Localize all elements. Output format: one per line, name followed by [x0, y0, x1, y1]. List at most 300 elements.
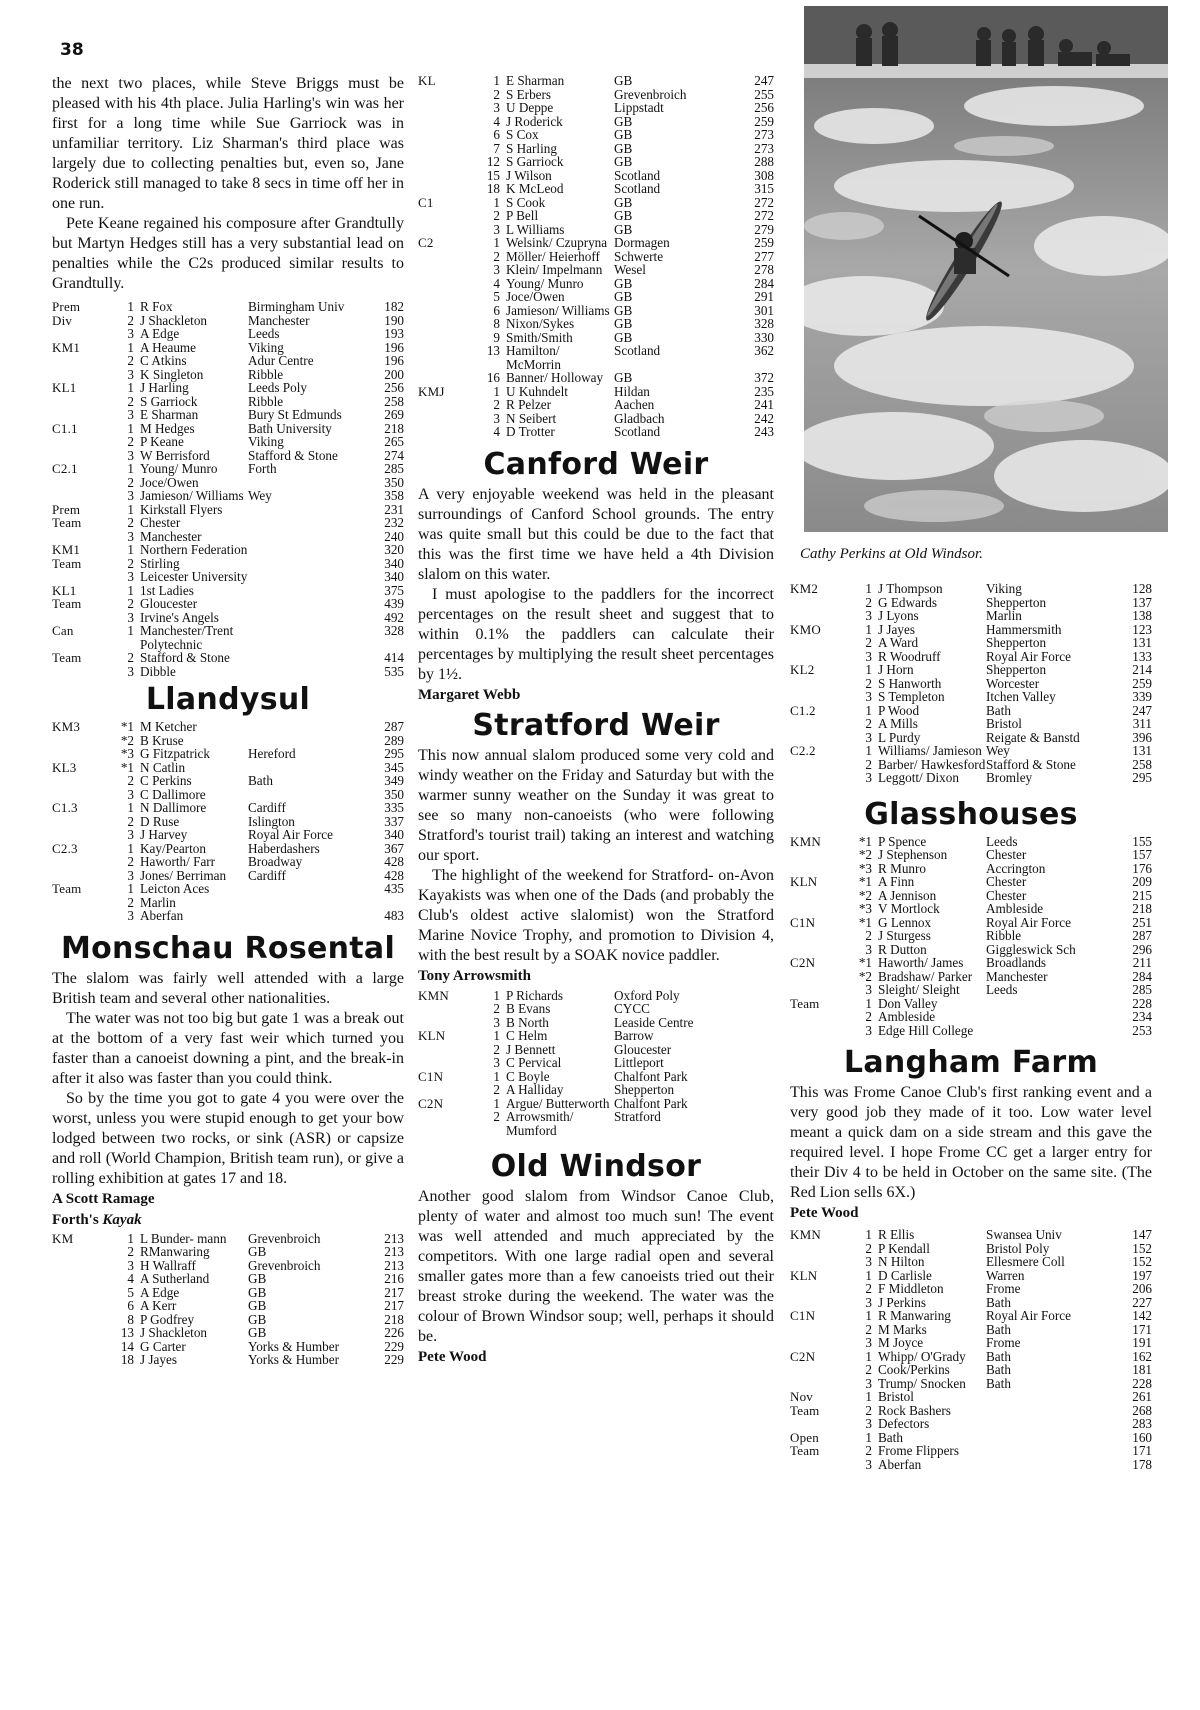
result-club: GB: [248, 1311, 267, 1327]
result-cat: [418, 182, 476, 196]
result-cat: C2N: [418, 1095, 444, 1111]
result-name: D Carlisle: [878, 1267, 932, 1283]
result-row: [790, 1269, 1152, 1283]
result-row: [52, 855, 404, 869]
result-score: 214: [1132, 662, 1152, 677]
result-cat: C2.2: [790, 743, 816, 758]
result-score: 414: [384, 650, 404, 665]
result-row: [790, 970, 1152, 984]
result-pos: 2: [493, 397, 500, 412]
result-cat: [418, 331, 476, 345]
result-score: 251: [1132, 914, 1152, 930]
result-pos: 3: [127, 447, 134, 463]
result-score: 339: [1132, 689, 1152, 704]
result-name: A Edge: [140, 1284, 180, 1300]
result-score: 247: [1132, 702, 1152, 718]
result-cat: KLN: [790, 1267, 818, 1283]
result-name: Frome Flippers: [878, 1443, 959, 1458]
result-cat: KL1: [52, 582, 77, 598]
result-score: 340: [384, 569, 404, 584]
result-cat: [790, 690, 848, 704]
result-cat: Nov: [790, 1389, 813, 1404]
result-name: Northern Federation: [140, 542, 248, 557]
result-club: Chester: [986, 887, 1027, 903]
result-row: [790, 690, 1152, 704]
result-score: 218: [384, 1311, 404, 1327]
result-club: Chalfont Park: [614, 1068, 688, 1084]
result-club: Gloucester: [614, 1041, 672, 1057]
result-row: [418, 1110, 774, 1137]
result-pos: 3: [865, 1335, 872, 1350]
result-club: Cardiff: [248, 867, 286, 883]
result-score: 241: [754, 397, 774, 412]
result-name: N Seibert: [506, 410, 557, 426]
result-score: 138: [1132, 608, 1152, 623]
result-name: P Richards: [506, 987, 564, 1003]
result-club: [248, 516, 364, 530]
result-cat: [790, 848, 848, 862]
result-cat: C2: [418, 235, 434, 250]
result-club: Stafford & Stone: [986, 756, 1076, 772]
result-cat: Team: [52, 596, 82, 611]
result-score: 197: [1132, 1267, 1152, 1283]
result-pos: 3: [865, 648, 872, 664]
result-club: Leeds Poly: [248, 380, 307, 395]
result-row: [52, 1313, 404, 1327]
result-row: [52, 909, 404, 923]
result-club: Grevenbroich: [614, 86, 687, 102]
result-row: [52, 489, 404, 503]
result-club: Leeds: [986, 982, 1018, 997]
result-pos: 5: [127, 1284, 134, 1300]
result-club: Reigate & Banstd: [986, 729, 1080, 745]
result-pos: 18: [486, 181, 500, 196]
result-row: [52, 557, 404, 571]
result-club: Viking: [248, 339, 284, 355]
result-club: GB: [614, 154, 633, 169]
result-score: 337: [384, 813, 404, 829]
result-score: [364, 896, 404, 910]
result-score: 240: [384, 528, 404, 544]
result-pos: 2: [127, 596, 134, 611]
result-cat: [52, 1286, 110, 1300]
result-club: Bath: [986, 1294, 1011, 1310]
result-row: [790, 1431, 1152, 1445]
result-score: 291: [754, 289, 774, 304]
result-cat: [790, 943, 848, 957]
result-score: 217: [384, 1298, 404, 1313]
result-row: [418, 344, 774, 371]
result-pos: 1: [127, 1230, 134, 1246]
result-pos: 1: [865, 1348, 872, 1364]
result-score: 268: [1132, 1402, 1152, 1418]
result-pos: 3: [493, 1055, 500, 1070]
result-club: GB: [614, 221, 633, 237]
result-score: [734, 989, 774, 1003]
result-row: [790, 1228, 1152, 1242]
result-score: [734, 1070, 774, 1084]
result-score: 152: [1132, 1254, 1152, 1269]
result-club: Bristol Poly: [986, 1240, 1050, 1256]
result-pos: 2: [493, 208, 500, 223]
source-prefix: Forth's: [52, 1211, 99, 1228]
result-score: 345: [384, 759, 404, 775]
result-name: S Hanworth: [878, 675, 942, 691]
llandysul-results-table: [52, 720, 404, 923]
article-paragraph: So by the time you got to gate 4 you were over the worst, unless you were stupid enough to get your bow lodged between two rocks, or sink (ASR) or capsize and roll (World Champion, British team run), or give a rolling exhibition at gates 17 and 18.: [52, 1089, 404, 1187]
result-score: 228: [1132, 995, 1152, 1011]
result-name: C Perkins: [140, 773, 192, 788]
result-score: [734, 1097, 774, 1111]
intro-paragraph: Pete Keane regained his composure after Grandtully but Martyn Hedges still has a very substantial lead on penalties while the C2s produced similar results to Grandtully.: [52, 215, 404, 292]
result-score: 367: [384, 840, 404, 856]
result-row: [790, 596, 1152, 610]
result-pos: 16: [486, 370, 500, 385]
result-name: N Hilton: [878, 1254, 925, 1269]
result-pos: 3: [127, 407, 134, 422]
result-cat: [418, 263, 476, 277]
result-row: [418, 155, 774, 169]
result-club: CYCC: [614, 1001, 650, 1016]
result-club: Schwerte: [614, 248, 664, 264]
result-cat: [418, 277, 476, 291]
result-row: [52, 449, 404, 463]
result-row: [418, 101, 774, 115]
result-pos: 2: [127, 312, 134, 328]
result-cat: C2.3: [52, 840, 78, 856]
result-club: [248, 882, 364, 896]
result-club: Ambleside: [986, 901, 1044, 916]
result-pos: 3: [127, 908, 134, 923]
result-cat: [790, 970, 848, 984]
result-score: 232: [384, 515, 404, 530]
result-pos: 1: [865, 581, 872, 596]
result-name: J Jayes: [140, 1352, 177, 1367]
result-pos: 3: [127, 867, 134, 883]
result-pos: 2: [865, 1402, 872, 1418]
result-name: Hamilton/ McMorrin: [506, 343, 561, 372]
result-name: P Kendall: [878, 1240, 930, 1256]
result-club: Giggleswick Sch: [986, 941, 1076, 957]
result-cat: [418, 209, 476, 223]
result-row: [418, 277, 774, 291]
result-score: 155: [1132, 833, 1152, 849]
result-row: [790, 771, 1152, 785]
result-pos: 1: [493, 194, 500, 210]
result-pos: 2: [127, 650, 134, 665]
result-pos: 3: [493, 221, 500, 237]
result-cat: [52, 828, 110, 842]
result-cat: [790, 1363, 848, 1377]
result-score: 190: [384, 312, 404, 328]
result-pos: 1: [865, 1389, 872, 1404]
column-1: [52, 74, 404, 1367]
result-row: [52, 516, 404, 530]
result-row: [418, 223, 774, 237]
result-club: Scotland: [614, 167, 661, 183]
result-row: [52, 1259, 404, 1273]
result-club: Bath: [986, 702, 1011, 718]
result-row: [790, 1296, 1152, 1310]
result-name: J Bennett: [506, 1041, 556, 1057]
result-name: Leggott/ Dixon: [878, 770, 959, 785]
result-score: [734, 1029, 774, 1043]
result-row: [790, 1255, 1152, 1269]
result-pos: 1: [865, 662, 872, 677]
result-pos: 2: [127, 474, 134, 490]
result-cat: [790, 717, 848, 731]
result-club: Accrington: [986, 860, 1046, 876]
result-pos: *3: [858, 901, 872, 916]
article-paragraph: This now annual slalom produced some very cold and windy weather on the Friday and Saturday but with the warmer sunny weather on the Sunday it was great to see so many non-canoeists (who were following Stratford's tourist trail) taking an interest and watching our sport.: [418, 746, 774, 864]
result-name: Irvine's Angels: [140, 609, 219, 625]
result-club: Haberdashers: [248, 840, 320, 856]
result-score: 396: [1132, 729, 1152, 745]
result-club: Adur Centre: [248, 353, 314, 368]
result-score: 428: [384, 867, 404, 883]
result-name: M Hedges: [140, 420, 195, 436]
result-club: [986, 1444, 1112, 1458]
result-club: GB: [614, 194, 633, 210]
result-cat: [52, 909, 110, 923]
result-cat: [790, 983, 848, 997]
result-club: Shepperton: [986, 662, 1047, 677]
result-cat: [52, 747, 110, 761]
result-row: [52, 815, 404, 829]
result-row: [418, 1016, 774, 1030]
result-club: Ellesmere Coll: [986, 1254, 1065, 1269]
result-name: Don Valley: [878, 995, 938, 1011]
result-club: Chalfont Park: [614, 1095, 688, 1111]
result-cat: KL: [418, 73, 436, 88]
result-score: 162: [1132, 1348, 1152, 1364]
result-pos: 3: [865, 982, 872, 997]
result-row: [52, 747, 404, 761]
result-club: Bath: [248, 773, 273, 788]
result-pos: 18: [120, 1352, 134, 1367]
result-cat: [418, 344, 476, 371]
result-name: Jones/ Berriman: [140, 867, 227, 883]
result-club: Leeds: [248, 326, 280, 341]
result-name: C Pervical: [506, 1055, 562, 1070]
article-author: Margaret Webb: [418, 686, 521, 703]
result-cat: KM1: [52, 542, 81, 557]
langham-results-table: [790, 1228, 1152, 1471]
result-name: M Joyce: [878, 1335, 924, 1350]
result-row: [790, 1350, 1152, 1364]
result-name: U Deppe: [506, 100, 554, 115]
result-name: D Ruse: [140, 813, 180, 829]
result-pos: 1: [127, 461, 134, 476]
result-club: GB: [614, 302, 633, 318]
result-cat: [790, 1323, 848, 1337]
result-score: 218: [1132, 901, 1152, 916]
result-pos: 14: [120, 1338, 134, 1354]
result-pos: 2: [127, 434, 134, 449]
result-pos: 3: [493, 410, 500, 426]
result-pos: 1: [865, 1267, 872, 1283]
result-row: [418, 1002, 774, 1016]
result-pos: 3: [865, 689, 872, 704]
result-cat: [418, 1056, 476, 1070]
article-author: A Scott Ramage: [52, 1190, 155, 1207]
result-row: [418, 236, 774, 250]
result-name: Young/ Munro: [506, 275, 584, 291]
result-row: [52, 584, 404, 598]
result-name: Marlin: [140, 894, 176, 910]
result-pos: 3: [865, 1375, 872, 1391]
result-score: 171: [1132, 1443, 1152, 1458]
result-score: 142: [1132, 1308, 1152, 1323]
result-score: 213: [384, 1257, 404, 1273]
result-cat: [52, 611, 110, 625]
result-row: [790, 997, 1152, 1011]
result-club: Broadlands: [986, 955, 1047, 970]
result-pos: 1: [127, 501, 134, 517]
result-pos: 2: [865, 1321, 872, 1337]
source-magazine: Kayak: [102, 1211, 142, 1228]
result-club: Lippstadt: [614, 100, 664, 115]
result-cat: [418, 290, 476, 304]
result-club: [986, 1404, 1112, 1418]
result-row: [418, 398, 774, 412]
result-row: [52, 314, 404, 328]
result-club: Ribble: [986, 928, 1022, 943]
result-cat: [418, 398, 476, 412]
result-score: 350: [384, 474, 404, 490]
result-row: [790, 929, 1152, 943]
result-club: Hildan: [614, 383, 650, 399]
result-cat: [418, 169, 476, 183]
result-cat: [790, 596, 848, 610]
result-cat: C1.3: [52, 800, 78, 815]
section-heading-old-windsor: Old Windsor: [490, 1149, 702, 1184]
result-name: Möller/ Heierhoff: [506, 248, 600, 264]
result-row: [52, 570, 404, 584]
result-name: A Jennison: [878, 887, 937, 903]
result-cat: C2.1: [52, 461, 78, 476]
result-name: K McLeod: [506, 181, 564, 196]
result-cat: [52, 570, 110, 584]
result-row: [790, 704, 1152, 718]
result-pos: 3: [127, 609, 134, 625]
result-club: Itchen Valley: [986, 689, 1056, 704]
result-club: Royal Air Force: [986, 1308, 1071, 1323]
result-pos: 1: [493, 235, 500, 250]
result-name: G Carter: [140, 1338, 186, 1354]
result-name: Gloucester: [140, 596, 198, 611]
result-cat: C1N: [790, 914, 816, 930]
result-club: Cardiff: [248, 800, 286, 815]
result-row: [418, 169, 774, 183]
result-name: Bath: [878, 1429, 903, 1445]
result-cat: [418, 1016, 476, 1030]
monschau-results-table-continued: [418, 74, 774, 439]
result-row: [790, 835, 1152, 849]
result-cat: C1.2: [790, 702, 816, 718]
result-club: Bath: [986, 1348, 1011, 1364]
result-club: Forth: [248, 461, 277, 476]
result-row: [418, 182, 774, 196]
result-club: Gladbach: [614, 410, 665, 426]
result-club: Bath: [986, 1362, 1011, 1377]
result-score: 226: [384, 1325, 404, 1340]
result-name: R Woodruff: [878, 648, 941, 664]
result-score: 235: [754, 383, 774, 399]
result-cat: [418, 371, 476, 385]
result-name: M Marks: [878, 1321, 927, 1337]
result-name: D Trotter: [506, 424, 555, 439]
result-cat: [52, 1259, 110, 1273]
result-club: Stafford & Stone: [248, 447, 338, 463]
result-club: Ribble: [248, 366, 284, 382]
result-score: 211: [1132, 955, 1152, 970]
result-cat: [418, 1083, 476, 1097]
column-3: [790, 582, 1152, 1471]
result-pos: 2: [127, 773, 134, 788]
result-name: N Dallimore: [140, 800, 207, 815]
result-row: [790, 956, 1152, 970]
result-cat: [418, 250, 476, 264]
result-cat: C1N: [790, 1308, 816, 1323]
result-score: 278: [754, 262, 774, 277]
result-name: V Mortlock: [878, 901, 940, 916]
result-club: [248, 909, 364, 923]
result-name: L Purdy: [878, 729, 921, 745]
result-row: [790, 943, 1152, 957]
result-pos: 6: [493, 302, 500, 318]
result-cat: [52, 476, 110, 490]
result-club: GB: [248, 1271, 267, 1286]
result-club: GB: [248, 1298, 267, 1313]
result-pos: 1: [127, 542, 134, 557]
result-score: [734, 1110, 774, 1137]
result-score: 217: [384, 1284, 404, 1300]
result-pos: 1: [127, 299, 134, 314]
result-pos: 1: [127, 420, 134, 436]
result-score: 218: [384, 420, 404, 436]
result-cat: [418, 1110, 476, 1137]
result-club: Worcester: [986, 675, 1040, 691]
result-name: S Garriock: [140, 393, 198, 409]
result-pos: 2: [493, 1041, 500, 1057]
column-2: [418, 74, 774, 1370]
result-score: 247: [754, 73, 774, 88]
result-row: [790, 1404, 1152, 1418]
result-cat: [418, 155, 476, 169]
result-score: 255: [754, 86, 774, 102]
result-club: Scotland: [614, 181, 661, 196]
result-club: [986, 997, 1112, 1011]
result-name: A Kerr: [140, 1298, 177, 1313]
section-heading-glasshouses: Glasshouses: [864, 796, 1078, 832]
result-name: G Edwards: [878, 594, 937, 610]
result-cat: Team: [52, 881, 82, 896]
result-score: 284: [754, 275, 774, 291]
result-cat: [52, 327, 110, 341]
result-cat: [790, 1282, 848, 1296]
result-pos: *1: [858, 955, 872, 970]
result-cat: KL2: [790, 662, 815, 677]
result-pos: 3: [127, 1257, 134, 1273]
result-cat: [418, 142, 476, 156]
result-score: 157: [1132, 847, 1152, 862]
result-pos: *2: [858, 847, 872, 862]
result-name: Haworth/ James: [878, 955, 964, 970]
result-pos: 2: [127, 894, 134, 910]
article-paragraph: The slalom was fairly well attended with a large British team and several other nationalities.: [52, 969, 404, 1007]
result-club: Yorks & Humber: [248, 1338, 339, 1354]
